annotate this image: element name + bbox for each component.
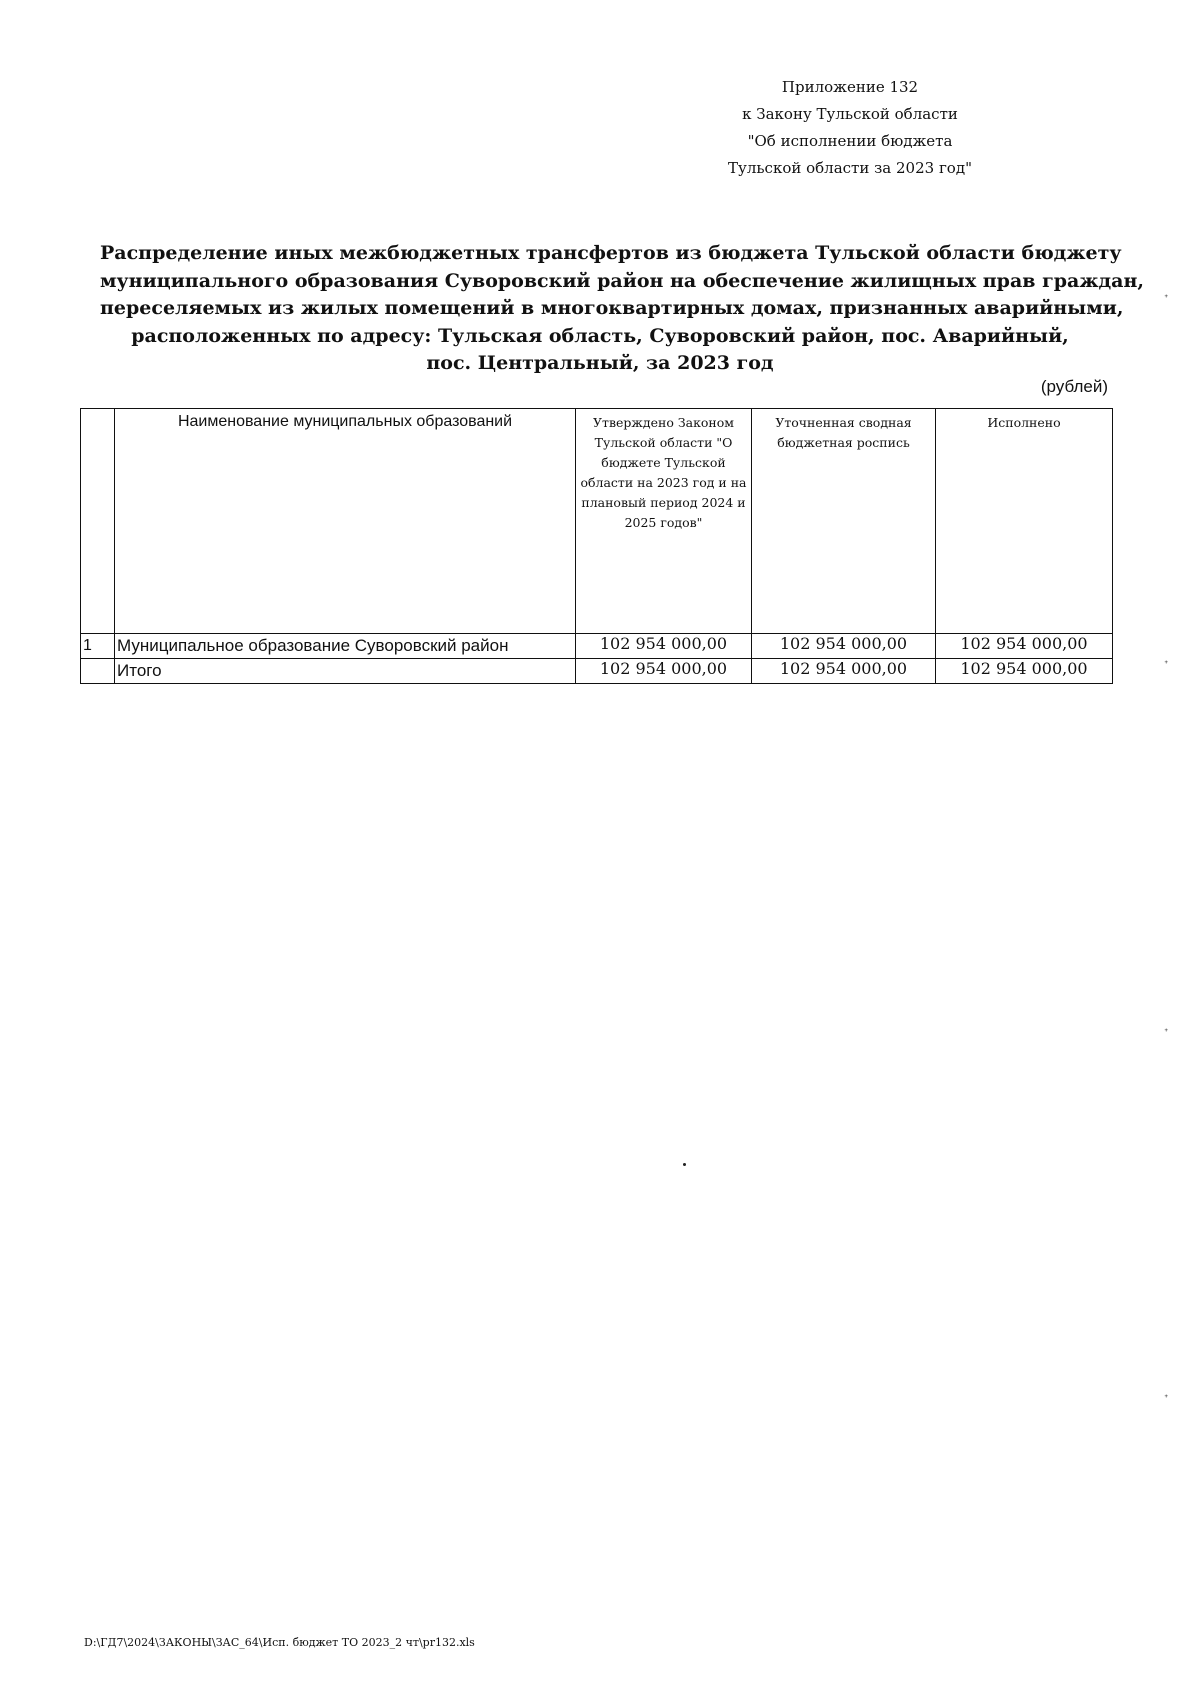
- annex-line: "Об исполнении бюджета: [747, 132, 953, 150]
- file-path-footer: D:\ГД7\2024\ЗАКОНЫ\ЗАС_64\Исп. бюджет ТО 2023_2 чт\pr132.xls: [84, 1636, 475, 1649]
- scan-mark-icon: ᐩ: [1164, 658, 1169, 671]
- annex-line: Тульской области за 2023 год": [728, 159, 972, 177]
- row-executed: 102 954 000,00: [936, 634, 1113, 659]
- header-num: [81, 409, 115, 634]
- annex-header: [700, 74, 1000, 182]
- header-name: Наименование муниципальных образований: [115, 409, 576, 634]
- header-refined: Уточненная сводная бюджетная роспись: [752, 409, 936, 634]
- row-name: Муниципальное образование Суворовский район: [115, 634, 576, 659]
- table-row: [81, 634, 1113, 659]
- row-executed: 102 954 000,00: [936, 659, 1113, 684]
- scan-mark-icon: ᐩ: [1164, 1392, 1169, 1405]
- row-approved: 102 954 000,00: [576, 634, 752, 659]
- scan-mark-icon: ᐩ: [1164, 1026, 1169, 1039]
- row-num: [81, 659, 115, 684]
- annex-line: Приложение 132: [781, 78, 919, 96]
- row-num: 1: [81, 634, 115, 659]
- annex-line: к Закону Тульской области: [742, 105, 958, 123]
- title-line: муниципального образования Суворовский район на обеспечение жилищных прав граждан,: [100, 269, 1144, 292]
- row-approved: 102 954 000,00: [576, 659, 752, 684]
- table-total-row: [81, 659, 1113, 684]
- document-title: [100, 240, 1144, 378]
- transfers-table: [80, 408, 1113, 684]
- title-line: переселяемых из жилых помещений в многоквартирных домах, признанных аварийными,: [100, 297, 1124, 319]
- row-refined: 102 954 000,00: [752, 634, 936, 659]
- scan-dot: [683, 1163, 686, 1166]
- row-refined: 102 954 000,00: [752, 659, 936, 684]
- title-line: пос. Центральный, за 2023 год: [426, 352, 774, 374]
- scan-mark-icon: ᐩ: [1164, 292, 1169, 305]
- row-name: Итого: [115, 659, 576, 684]
- header-approved: Утверждено Законом Тульской области "О бюджете Тульской области на 2023 год и на плановый период 2024 и 2025 годов": [576, 409, 752, 634]
- header-executed: Исполнено: [936, 409, 1113, 634]
- table-header-row: [81, 409, 1113, 634]
- title-line: Распределение иных межбюджетных трансфертов из бюджета Тульской области бюджету: [100, 242, 1122, 264]
- unit-label: (рублей): [1040, 377, 1108, 396]
- title-line: расположенных по адресу: Тульская область, Суворовский район, пос. Аварийный,: [131, 324, 1069, 347]
